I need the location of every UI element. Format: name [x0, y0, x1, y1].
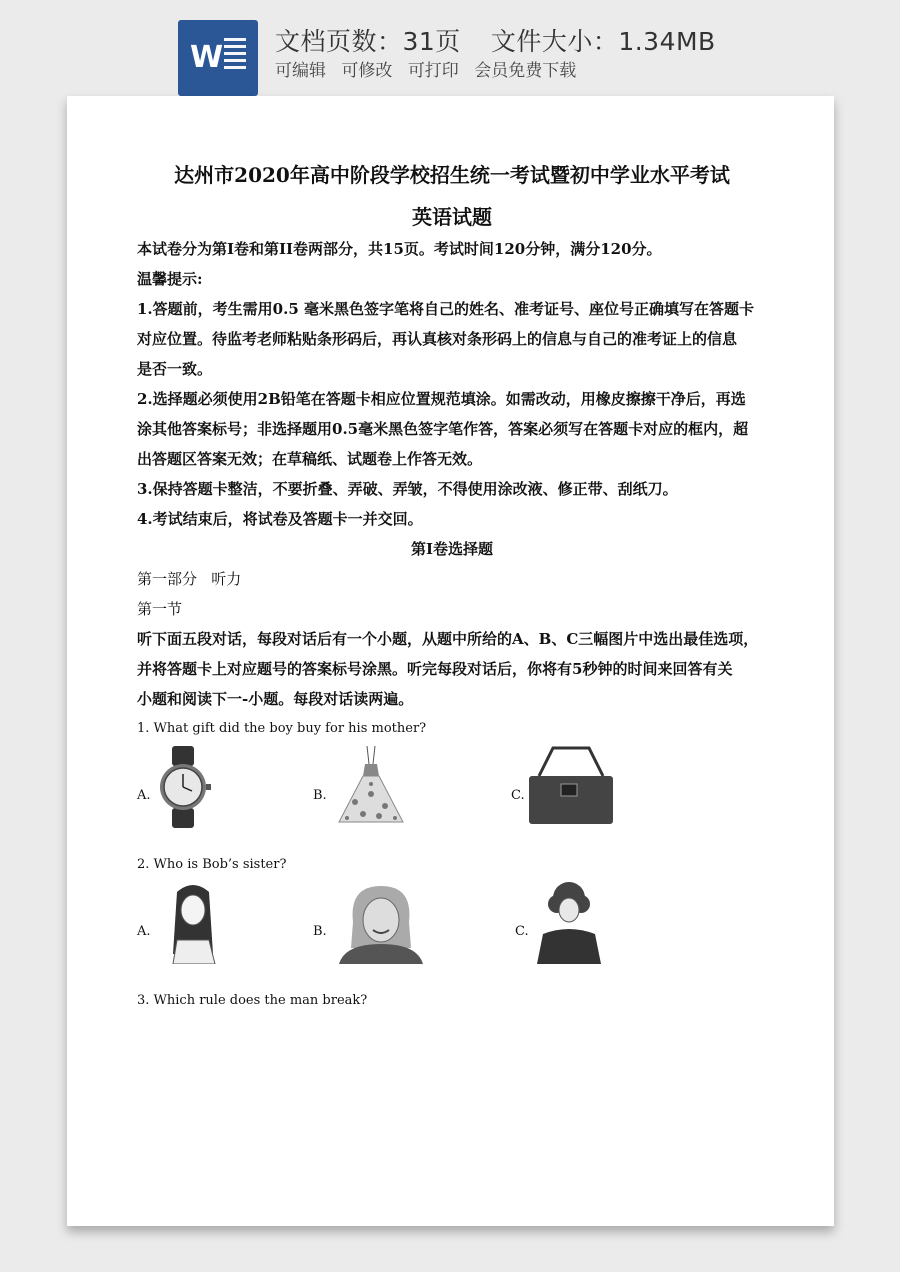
question-1-options: A. B. C. [137, 740, 767, 850]
long-hair-girl-image [163, 882, 225, 964]
document-content [137, 158, 767, 1012]
tip-line: 4.考试结束后，将试卷及答题卡一并交回。 [137, 510, 423, 528]
file-size: 文件大小：1.34MB [490, 27, 716, 56]
exam-intro: 本试卷分为第I卷和第II卷两部分，共15页。考试时间120分钟，满分120分。 [137, 240, 662, 258]
tip-line: 涂其他答案标号；非选择题用0.5毫米黑色签字笔作答，答案必须写在答题卡对应的框内，超 [137, 420, 749, 438]
document-subtitle: 英语试题 [412, 205, 492, 229]
feature-tags [275, 56, 586, 81]
dress-image [335, 746, 407, 826]
tips-heading: 温馨提示: [137, 270, 203, 288]
tip-line: 是否一致。 [137, 360, 213, 378]
tip-line: 1.答题前，考生需用0.5 毫米黑色签字笔将自己的姓名、准考证号、座位号正确填写在答题卡 [137, 300, 754, 318]
question-3: 3. Which rule does the man break? [137, 993, 368, 1008]
document-title: 达州市2020年高中阶段学校招生统一考试暨初中学业水平考试 [174, 163, 730, 187]
part-heading: 第一部分 听力 [137, 570, 242, 588]
tip-line: 2.选择题必须使用2B铅笔在答题卡相应位置规范填涂。如需改动，用橡皮擦擦干净后，再选 [137, 390, 746, 408]
section-title: 第I卷选择题 [410, 540, 494, 558]
file-info [275, 22, 716, 58]
curly-hair-girl-image [529, 882, 609, 964]
tag-printable: 可打印 [407, 61, 459, 81]
question-1: 1. What gift did the boy buy for his mother? [137, 721, 427, 736]
instruction-line: 并将答题卡上对应题号的答案标号涂黑。听完每段对话后，你将有5秒钟的时间来回答有关 [137, 660, 733, 678]
document-page [67, 96, 834, 1226]
subsection-heading: 第一节 [137, 600, 183, 618]
tip-line: 3.保持答题卡整洁，不要折叠、弄破、弄皱，不得使用涂改液、修正带、刮纸刀。 [137, 480, 678, 498]
instruction-line: 小题和阅读下一-小题。每段对话读两遍。 [137, 690, 414, 708]
download-header [0, 0, 900, 96]
question-2-options: A. B. C. [137, 876, 767, 986]
tag-modifiable: 可修改 [341, 61, 393, 81]
tag-editable: 可编辑 [275, 61, 326, 81]
instruction-line: 听下面五段对话，每段对话后有一个小题，从题中所给的A、B、C三幅图片中选出最佳选项， [137, 630, 759, 648]
watch-image [155, 746, 213, 828]
tag-member-download: 会员免费下载 [474, 61, 577, 81]
word-document-icon: W [178, 20, 258, 96]
handbag-image [525, 746, 617, 828]
page-count: 文档页数：31页 [275, 27, 461, 56]
tip-line: 对应位置。待监考老师粘贴条形码后，再认真核对条形码上的信息与自己的准考证上的信息 [137, 330, 738, 348]
blonde-woman-image [335, 882, 427, 964]
tip-line: 出答题区答案无效；在草稿纸、试题卷上作答无效。 [137, 450, 483, 468]
question-2: 2. Who is Bob’s sister? [137, 857, 287, 872]
